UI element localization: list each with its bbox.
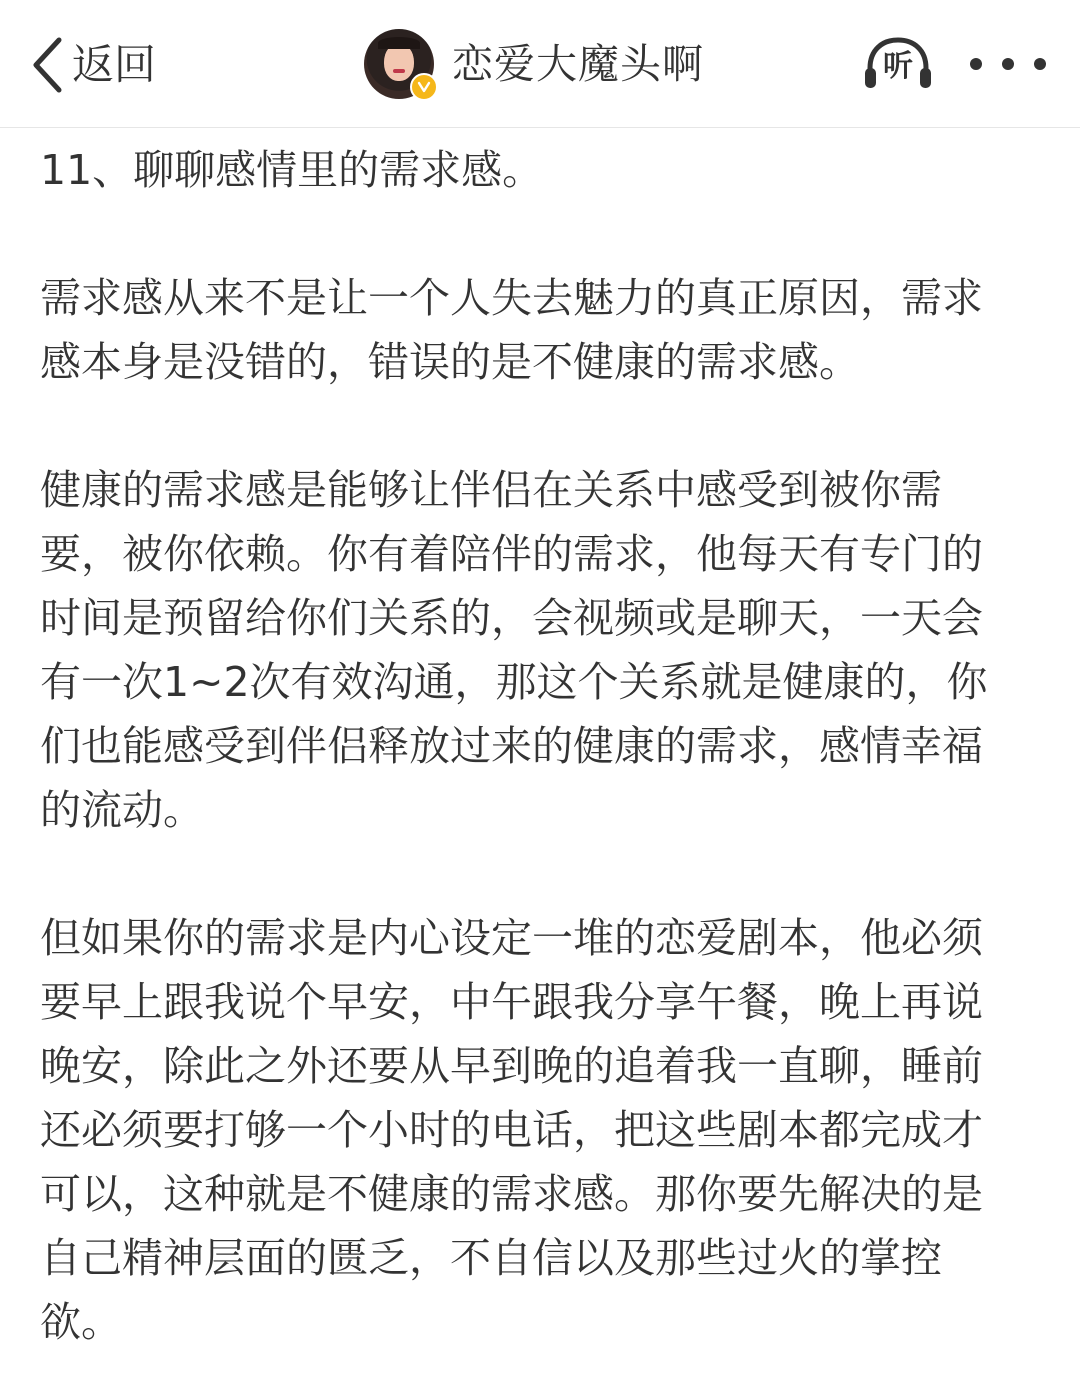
text-line: 可以，这种就是不健康的需求感。那你要先解决的是 — [40, 1170, 983, 1218]
more-dot-icon — [1002, 58, 1014, 70]
back-label: 返回 — [72, 40, 157, 89]
text-line: 有一次1~2次有效沟通，那这个关系就是健康的，你 — [40, 658, 988, 706]
listen-label: 听 — [883, 49, 913, 84]
paragraph-gap — [40, 842, 1040, 906]
more-dot-icon — [1034, 58, 1046, 70]
top-navigation-bar — [0, 0, 1080, 128]
article-body — [40, 138, 1040, 1354]
more-dot-icon — [970, 58, 982, 70]
text-line: 们也能感受到伴侣释放过来的健康的需求，感情幸福 — [40, 722, 983, 770]
text-line: 欲。 — [40, 1298, 122, 1346]
text-line: 要，被你依赖。你有着陪伴的需求，他每天有专门的 — [40, 530, 983, 578]
back-button[interactable] — [30, 30, 156, 100]
more-options-button[interactable] — [970, 44, 1046, 84]
text-line: 但如果你的需求是内心设定一堆的恋爱剧本，他必须 — [40, 914, 983, 962]
author-profile[interactable] — [364, 28, 704, 100]
text-line: 晚安，除此之外还要从早到晚的追着我一直聊，睡前 — [40, 1042, 983, 1090]
text-line: 感本身是没错的，错误的是不健康的需求感。 — [40, 338, 860, 386]
listen-button[interactable] — [862, 36, 934, 92]
text-line: 自己精神层面的匮乏，不自信以及那些过火的掌控 — [40, 1234, 942, 1282]
avatar-hair — [378, 37, 420, 49]
article-paragraph — [40, 266, 1040, 394]
author-name[interactable]: 恋爱大魔头啊 — [452, 39, 704, 88]
text-line: 还必须要打够一个小时的电话，把这些剧本都完成才 — [40, 1106, 983, 1154]
avatar-lips — [393, 69, 405, 73]
article-paragraph — [40, 906, 1040, 1354]
text-line: 的流动。 — [40, 786, 204, 834]
paragraph-gap — [40, 394, 1040, 458]
article-paragraph — [40, 458, 1040, 842]
verified-badge-icon — [410, 73, 438, 101]
text-line: 要早上跟我说个早安，中午跟我分享午餐，晚上再说 — [40, 978, 983, 1026]
article-paragraph — [40, 138, 1040, 202]
text-line: 健康的需求感是能够让伴侣在关系中感受到被你需 — [40, 466, 942, 514]
paragraph-gap — [40, 202, 1040, 266]
text-line: 需求感从来不是让一个人失去魅力的真正原因，需求 — [40, 274, 983, 322]
text-line: 时间是预留给你们关系的，会视频或是聊天，一天会 — [40, 594, 983, 642]
text-line: 11、聊聊感情里的需求感。 — [40, 146, 544, 194]
avatar[interactable] — [364, 29, 434, 99]
chevron-left-icon — [30, 36, 64, 94]
